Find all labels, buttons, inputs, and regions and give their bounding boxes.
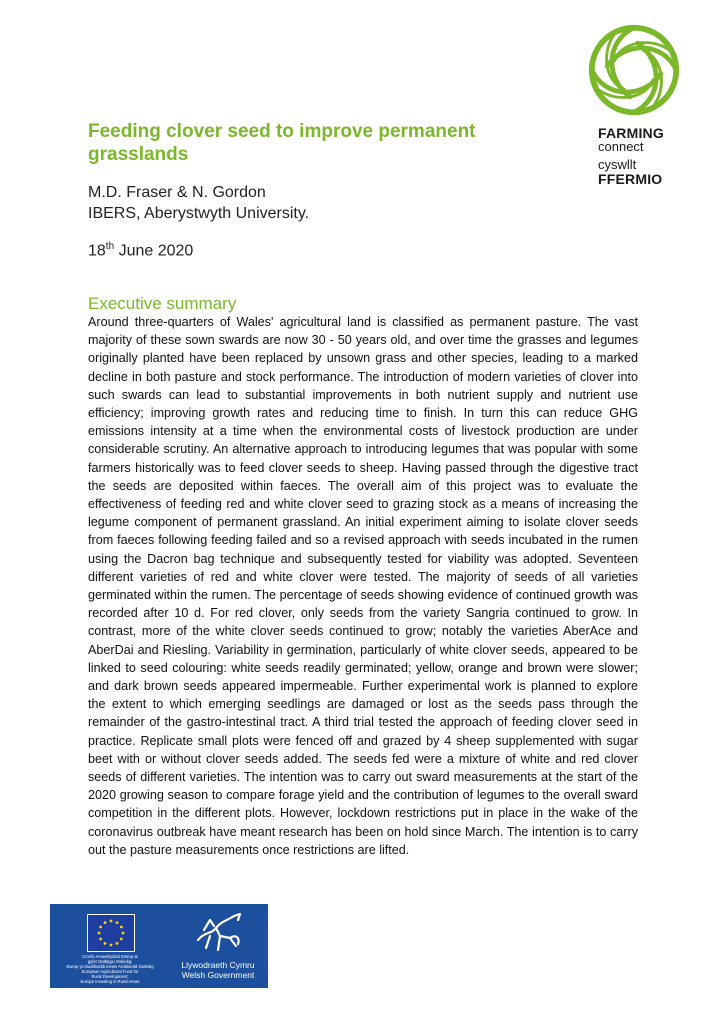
affiliation: IBERS, Aberystwyth University.: [88, 205, 310, 222]
authors: M.D. Fraser & N. Gordon: [88, 184, 266, 201]
eu-funding-text: Cronfa Amaethyddol Ewrop ar gyfer Datblygu Gwledig: Ewrop yn Buddsoddi mewn Ardaloedd Gwledig European Agricultural Fund for Rural Development: Europe Investing in Rural Areas: [66, 954, 154, 984]
eu-funding-logo: [58, 910, 162, 986]
logo-line-farming: FARMING: [598, 125, 664, 141]
author-block: [88, 182, 309, 224]
funding-logos-banner: [50, 904, 268, 988]
date-rest: June 2020: [114, 242, 194, 260]
farming-connect-wordmark: [598, 126, 664, 186]
date-day: 18: [88, 242, 106, 260]
executive-summary-body: Around three-quarters of Wales' agricultural land is classified as permanent pasture. The vast majority of these sown swards are now 30 - 50 years old, and over time the grasses and legumes originally planted have been replaced by unsown grass and other species, leading to a marked decline in both pasture and stock performance. The introduction of modern varieties of clover into such swards can lead to substantial improvements in both nutrient supply and nutrient use efficiency; improving growth rates and reducing time to finish. In turn this can reduce GHG emissions intensity at a time when the environmental costs of livestock production are under considerable scrutiny. An alternative approach to introducing legumes that was popular with some farmers historically was to feed clover seeds to sheep. Having passed through the digestive tract the seeds are deposited within faeces. The overall aim of this project was to evaluate the effectiveness of feeding red and white clover seed to grazing stock as a means of increasing the legume component of permanent grassland. An initial experiment aiming to isolate clover seeds from faeces following feeding failed and so a revised approach with seeds incubated in the rumen using the Dacron bag technique and subsequently tested for viability was adopted. Seventeen different varieties of red and white clover were tested. The majority of seeds of all varieties germinated within the rumen. The percentage of seeds showing evidence of continued growth was recorded after 10 d. For red clover, only seeds from the variety Sangria continued to grow. In contrast, more of the white clover seeds continued to grow; notably the varieties AberAce and AberDai and Riesling. Variability in germination, particularly of white clover seeds, appeared to be linked to seed colouring: white seeds readily germinated; yellow, orange and brown were slower; and dark brown seeds appeared impermeable. Further experimental work is planned to explore the extent to which emerging seedlings are damaged or lost as the seeds pass through the remainder of the gastro-intestinal tract. A third trial tested the approach of feeding clover seed in practice. Replicate small plots were fenced off and grazed by 4 sheep supplemented with sugar beet with or without clover seeds added. The seeds fed were a mixture of white and red clover seeds of different varieties. The intention was to carry out sward measurements at the start of the 2020 growing season to compare forage yield and the contribution of legumes to the overall sward competition in the different plots. However, lockdown restrictions put in place in the wake of the coronavirus outbreak have meant research has been on hold since March. The intention is to carry out the pasture measurements once restrictions are lifted.: [88, 315, 638, 857]
welsh-dragon-icon: [190, 910, 244, 956]
date-suffix: th: [105, 241, 115, 252]
section-heading-executive-summary: Executive summary: [88, 294, 237, 313]
logo-line-ffermio: FFERMIO: [598, 171, 663, 187]
wg-welsh-name: Llywodraeth Cymru: [181, 960, 255, 970]
eu-flag-icon: [87, 914, 135, 952]
eu-stars-icon: [88, 915, 134, 951]
welsh-government-logo: [172, 908, 264, 986]
farming-connect-ring-icon: [586, 22, 682, 118]
logo-line-connect: connect: [598, 139, 644, 154]
publication-date: [88, 241, 193, 260]
welsh-government-text: [172, 960, 264, 980]
logo-line-cyswllt: cyswllt: [598, 157, 637, 172]
wg-english-name: Welsh Government: [181, 970, 255, 980]
page-title: Feeding clover seed to improve permanent grasslands: [88, 121, 476, 165]
